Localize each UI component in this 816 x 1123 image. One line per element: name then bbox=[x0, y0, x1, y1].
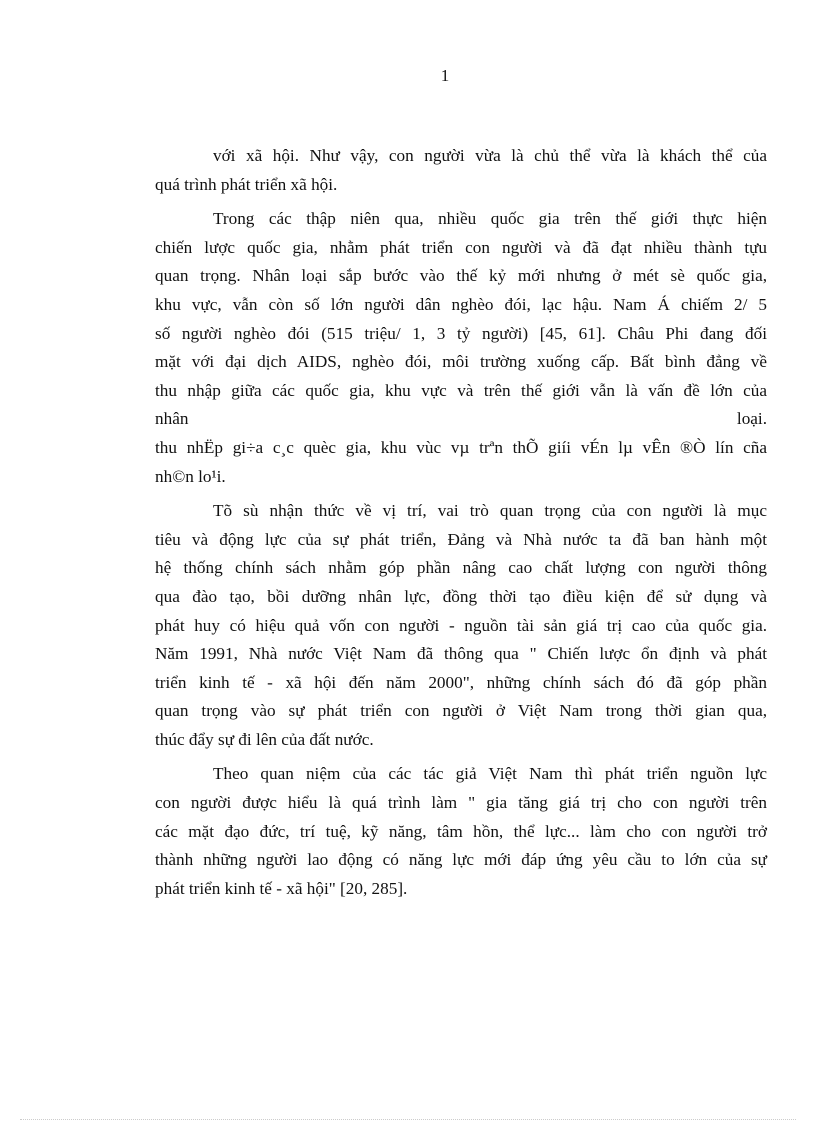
text-line: phát triển kinh tế - xã hội" [20, 285]. bbox=[155, 878, 408, 898]
split-text-line bbox=[155, 405, 767, 434]
text-line: số người nghèo đói (515 triệu/ 1, 3 tỷ người) [45, 61]. Châu Phi đang đối bbox=[155, 323, 767, 343]
text-line: thúc đẩy sự đi lên của đất nước. bbox=[155, 729, 374, 749]
text-line: Tõ sù nhận thức về vị trí, vai trò quan trọng của con người là mục bbox=[213, 501, 767, 521]
split-line-right: loại. bbox=[736, 409, 767, 429]
garbled-text-line: thu nhËp gi÷a c¸c quèc gia, khu vùc vµ trªn thÕ giíi vÉn lµ vÊn ®Ò lín cña bbox=[155, 437, 767, 457]
text-line: qua đào tạo, bồi dưỡng nhân lực, đồng thời tạo điều kiện để sử dụng và bbox=[155, 586, 767, 606]
text-line: khu vực, vẫn còn số lớn người dân nghèo đói, lạc hậu. Nam Á chiếm 2/ 5 bbox=[155, 294, 767, 314]
text-line: chiến lược quốc gia, nhằm phát triển con người và đã đạt nhiều thành tựu bbox=[155, 237, 767, 257]
garbled-text-line: nh©n lo¹i. bbox=[155, 466, 226, 486]
paragraph-1 bbox=[155, 142, 767, 199]
paragraph-3 bbox=[155, 497, 767, 754]
text-line: thành những người lao động có năng lực mới đáp ứng yêu cầu to lớn của sự bbox=[155, 850, 767, 870]
text-line: quan trọng. Nhân loại sắp bước vào thế kỷ mới nhưng ở mét sè quốc gia, bbox=[155, 266, 767, 286]
text-line: thu nhập giữa các quốc gia, khu vực và trên thế giới vẫn là vấn đề lớn của bbox=[155, 380, 767, 400]
text-line: quá trình phát triển xã hội. bbox=[155, 174, 338, 194]
page-number: 1 bbox=[440, 66, 450, 85]
document-body bbox=[155, 142, 767, 903]
paragraph-2 bbox=[155, 205, 767, 491]
text-line: con người được hiểu là quá trình làm " gia tăng giá trị cho con người trên bbox=[155, 793, 767, 813]
page-bottom-divider bbox=[20, 1119, 796, 1120]
text-line: tiêu và động lực của sự phát triển, Đảng và Nhà nước ta đã ban hành một bbox=[155, 529, 767, 549]
text-line: Trong các thập niên qua, nhiều quốc gia trên thế giới thực hiện bbox=[213, 209, 767, 229]
text-line: Theo quan niệm của các tác giả Việt Nam thì phát triển nguồn lực bbox=[213, 764, 767, 784]
text-line: các mặt đạo đức, trí tuệ, kỹ năng, tâm hồn, thể lực... làm cho con người trở bbox=[155, 821, 767, 841]
text-line: phát huy có hiệu quả vốn con người - nguồn tài sản giá trị cao của quốc gia. bbox=[155, 615, 767, 635]
text-line: quan trọng vào sự phát triển con người ở Việt Nam trong thời gian qua, bbox=[155, 701, 767, 721]
text-line: Năm 1991, Nhà nước Việt Nam đã thông qua " Chiến lược ổn định và phát bbox=[155, 644, 767, 664]
text-line: với xã hội. Như vậy, con người vừa là chủ thể vừa là khách thể của bbox=[213, 146, 767, 165]
text-line: triển kinh tế - xã hội đến năm 2000", những chính sách đó đã góp phần bbox=[155, 672, 767, 692]
text-line: hệ thống chính sách nhằm góp phần nâng cao chất lượng con người thông bbox=[155, 558, 767, 578]
paragraph-4 bbox=[155, 760, 767, 903]
split-line-left: nhân bbox=[155, 409, 189, 429]
text-line: mặt với đại dịch AIDS, nghèo đói, môi trường xuống cấp. Bất bình đẳng về bbox=[155, 352, 767, 372]
